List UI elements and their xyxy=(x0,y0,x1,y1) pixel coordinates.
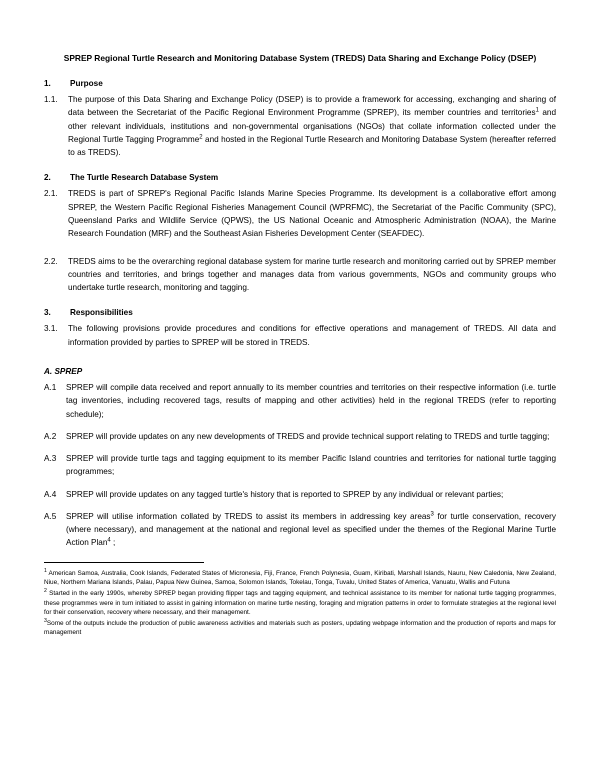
section-number: 3. xyxy=(44,308,51,318)
clause-number: A.3 xyxy=(44,454,57,464)
footnote-ref-4: 4 xyxy=(107,537,111,544)
footnote-marker: 2 xyxy=(44,587,47,594)
paragraph-text-part: The purpose of this Data Sharing and Exchange Policy (DSEP) is to provide a framework for accessing, exchanging and sharing of data between the Secretariat of the Pacific Regional Environment Programme (SPREP), its member countries and territories xyxy=(68,95,556,118)
clause-a5 xyxy=(44,510,556,550)
footnote-ref-3: 3 xyxy=(430,511,434,518)
section-number: 2. xyxy=(44,173,51,183)
paragraph-text-part: and hosted in the Regional Turtle Research and Monitoring Database System (hereafter referred to as TREDS). xyxy=(68,134,556,158)
paragraph-text: TREDS is part of SPREP's Regional Pacific Islands Marine Species Programme. Its development is a collaborative effort among SPREP, the Western Pacific Regional Fisheries Management Council (WPRFMC), the Secretariat of the Pacific Community (SPC), Queensland Parks and Wildlife Service (QPWS), the US National Oceanic and Atmospheric Administration (NOAA), the Marine Research Foundation (MRF) and the Southeast Asian Fisheries Development Center (SEAFDEC). xyxy=(68,189,556,239)
clause-a4 xyxy=(44,488,556,501)
clause-text: SPREP will provide updates on any new developments of TREDS and provide technical support relating to TREDS and turtle tagging; xyxy=(66,431,550,441)
clause-a1 xyxy=(44,381,556,421)
footnote-marker: 1 xyxy=(44,567,47,574)
paragraph-2-1 xyxy=(44,187,556,240)
clause-number: A.5 xyxy=(44,511,57,521)
subsection-heading-sprep: A. SPREP xyxy=(44,366,83,376)
clause-a2 xyxy=(44,430,556,443)
paragraph-text xyxy=(68,93,556,159)
footnote-text: American Samoa, Australia, Cook Islands, Federated States of Micronesia, Fiji, France, French Polynesia, Guam, Kiribati, Marshall Islands, Nauru, New Caledonia, New Zealand, Niue, Northern Mariana Islands, Palau, Papua New Guinea, Samoa, Solomon Islands, Tokelau, Tonga, Tuvalu, United States of America, Vanuatu, Wallis and Futuna xyxy=(44,569,556,587)
clause-text: SPREP will compile data received and report annually to its member countries and territories on their respective information (i.e. turtle tag inventories, including recovered tags, results of mapping and other activities) held in the regional TREDS (refer to reporting schedule); xyxy=(66,382,556,419)
clause-text-part: for turtle conservation, recovery (where necessary), and management at the national and regional level as specified under the themes of the Regional Marine Turtle Action Plan xyxy=(66,511,556,548)
footnote-1 xyxy=(44,569,556,588)
section-title: Purpose xyxy=(70,79,103,89)
clause-number: A.2 xyxy=(44,431,57,441)
clause-text-part: ; xyxy=(110,538,116,548)
clause-number: A.1 xyxy=(44,382,57,392)
section-number: 1. xyxy=(44,79,51,89)
paragraph-3-1 xyxy=(44,322,556,349)
paragraph-text: TREDS aims to be the overarching regional database system for marine turtle research and monitoring carried out by SPREP member countries and territories, and brings together and manages data from various governments, NGOs and community groups who undertake turtle research, monitoring and tagging. xyxy=(68,256,556,293)
footnote-3 xyxy=(44,619,556,638)
footnote-text: Started in the early 1990s, whereby SPREP began providing flipper tags and tagging equipment, and technical assistance to its member for national turtle tagging programmes, these programmes were in turn initiated to assist in gaining information on marine turtle nesting, foraging and migration patterns in order to formulate strategies at the regional level for their conservation, recovery where necessary, and their management. xyxy=(44,589,557,617)
page-title: SPREP Regional Turtle Research and Monitoring Database System (TREDS) Data Sharing and Exchange Policy (DSEP) xyxy=(63,53,537,63)
paragraph-text-part: and other relevant individuals, institutions and non-governmental organisations (NGOs) that collate information collected under the Regional Turtle Tagging Programme xyxy=(68,108,557,144)
section-heading-database-system xyxy=(44,173,556,182)
clause-a3 xyxy=(44,452,556,479)
paragraph-number: 3.1. xyxy=(44,324,58,334)
paragraph-text: The following provisions provide procedures and conditions for effective operations and management of TREDS. All data and information provided by parties to SPREP will be stored in TREDS. xyxy=(68,324,556,347)
clause-number: A.4 xyxy=(44,489,57,499)
paragraph-2-2 xyxy=(44,255,556,295)
section-title: Responsibilities xyxy=(70,308,133,318)
paragraph-number: 2.2. xyxy=(44,256,58,266)
clause-text xyxy=(66,510,556,550)
paragraph-number: 1.1. xyxy=(44,95,58,105)
footnote-ref-2: 2 xyxy=(199,134,203,141)
footnote-ref-1: 1 xyxy=(535,107,539,114)
footnote-separator xyxy=(44,562,204,563)
section-heading-responsibilities xyxy=(44,308,556,317)
clause-text: SPREP will provide updates on any tagged turtle's history that is reported to SPREP by any individual or relevant parties; xyxy=(66,489,504,499)
footnote-marker: 3 xyxy=(44,617,47,624)
paragraph-1-1 xyxy=(44,93,556,159)
footnote-2 xyxy=(44,589,556,618)
clause-text: SPREP will provide turtle tags and tagging equipment to its member Pacific Island countries and territories for national turtle tagging programmes; xyxy=(66,454,556,477)
section-heading-purpose xyxy=(44,79,556,88)
paragraph-number: 2.1. xyxy=(44,189,58,199)
footnote-text: Some of the outputs include the production of public awareness activities and materials such as posters, updating webpage information and the production of reports and maps for management xyxy=(44,619,556,637)
footnotes-block xyxy=(44,569,556,638)
section-title: The Turtle Research Database System xyxy=(70,173,219,183)
clause-text-part: SPREP will utilise information collated by TREDS to assist its members in addressing key areas xyxy=(66,511,431,521)
